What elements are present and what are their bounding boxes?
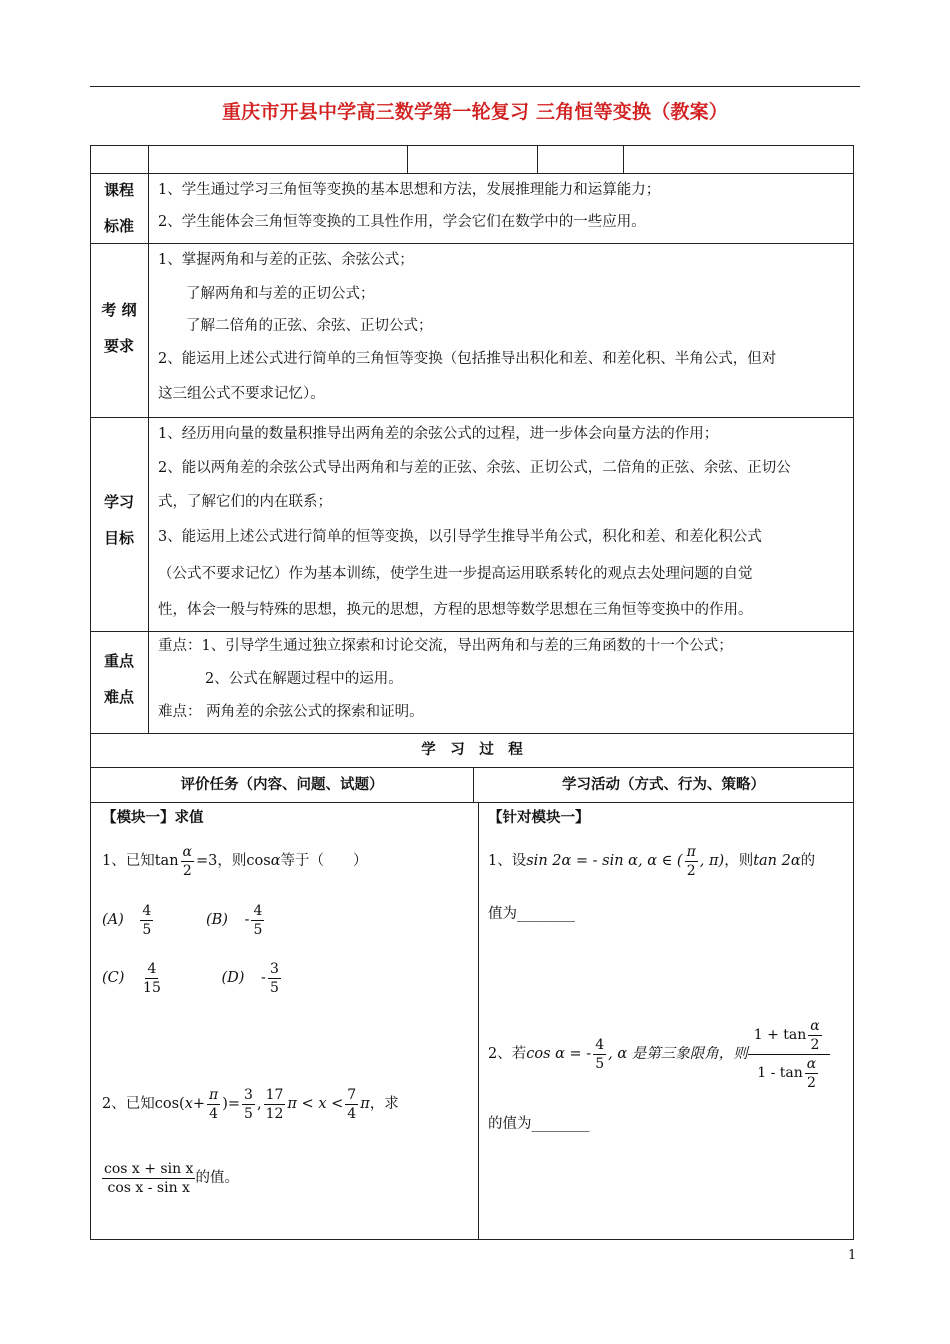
left-q1-tan: tan bbox=[154, 853, 179, 869]
right-q1-expr: sin 2α = - sin α, α ∈ ( bbox=[526, 853, 683, 869]
left-q2-4b: 4 bbox=[347, 1105, 357, 1122]
left-q2-three-fifths bbox=[242, 1086, 255, 1123]
option-d-den: 5 bbox=[269, 979, 279, 996]
left-q1-prefix: 1、已知 bbox=[102, 853, 155, 869]
right-q1 bbox=[488, 842, 815, 880]
option-a-den: 5 bbox=[142, 921, 152, 938]
option-b-num: 4 bbox=[253, 902, 263, 919]
option-b-minus: - bbox=[244, 912, 250, 928]
left-q1-options-cd bbox=[102, 958, 283, 998]
right-q1-prefix: 1、设 bbox=[488, 853, 527, 869]
xuexi-line-4: 3、能运用上述公式进行简单的恒等变换，以引导学生推导半角公式，积化和差、和差化积公式 bbox=[158, 529, 762, 545]
zhongdian-line-1: 重点：1、引导学生通过独立探索和讨论交流，导出两角和与差的三角函数的十一个公式； bbox=[158, 638, 733, 654]
xuexi-line-3: 式，了解它们的内在联系； bbox=[158, 494, 332, 510]
left-q2-cos: cos( bbox=[154, 1096, 185, 1112]
left-q2-plus: + bbox=[192, 1096, 206, 1112]
left-q1-then: ，则 bbox=[217, 853, 247, 869]
right-q2-answer: 的值为________ bbox=[488, 1116, 590, 1132]
left-q2-ratio bbox=[102, 1160, 195, 1197]
left-q1-cos: cos bbox=[246, 853, 271, 869]
right-q1-two: 2 bbox=[686, 862, 696, 879]
left-q2-comma: , bbox=[256, 1096, 262, 1112]
right-q2-den-half-alpha bbox=[805, 1055, 818, 1092]
label-kecheng: 课程 标准 bbox=[103, 181, 134, 235]
left-q2-ratio-den: cos x - sin x bbox=[107, 1179, 190, 1196]
left-q1-options-ab bbox=[102, 900, 266, 940]
left-q2-five: 5 bbox=[244, 1105, 253, 1122]
kecheng-line-1: 1、学生通过学习三角恒等变换的基本思想和方法，发展推理能力和运算能力； bbox=[158, 182, 661, 198]
option-a-label: (A) bbox=[102, 912, 124, 928]
right-q2-den-text: 1 - tan bbox=[757, 1065, 803, 1081]
left-q1-half-alpha bbox=[181, 843, 194, 880]
right-q1-pi: π bbox=[686, 843, 696, 860]
col-right-header: 学习活动（方式、行为、策略） bbox=[562, 777, 765, 793]
xuexi-line-5: （公式不要求记忆）作为基本训练，使学生进一步提高运用联系转化的观点去处理问题的自觉 bbox=[158, 566, 753, 582]
option-c-frac bbox=[141, 960, 163, 997]
right-q2-num-alpha: α bbox=[810, 1017, 820, 1034]
option-b-frac bbox=[251, 902, 264, 939]
xuexi-line-1: 1、经历用向量的数量积推导出两角差的余弦公式的过程，进一步体会向量方法的作用； bbox=[158, 426, 719, 442]
blank-row-cell-3 bbox=[407, 145, 538, 174]
right-q2 bbox=[488, 1014, 832, 1094]
xuexi-line-6: 性，体会一般与特殊的思想，换元的思想，方程的思想等数学思想在三角恒等变换中的作用。 bbox=[158, 602, 753, 618]
left-q2-close: )= bbox=[222, 1096, 241, 1112]
left-q2-pi: π bbox=[209, 1086, 219, 1103]
right-q2-mid: , α 是第三象限角，则 bbox=[608, 1046, 748, 1062]
zhongdian-line-2: 2、公式在解题过程中的运用。 bbox=[205, 671, 403, 687]
right-q2-num-text: 1 + tan bbox=[753, 1027, 807, 1043]
zhongdian-line-3: 难点： 两角差的余弦公式的探索和证明。 bbox=[158, 704, 424, 720]
right-q2-cos: cos α = - bbox=[526, 1046, 592, 1062]
left-q2-prefix: 2、已知 bbox=[102, 1096, 155, 1112]
page-title: 重庆市开县中学高三数学第一轮复习 三角恒等变换（教案） bbox=[221, 101, 729, 123]
left-q2-12: 12 bbox=[265, 1105, 284, 1122]
kaogang-line-4: 2、能运用上述公式进行简单的三角恒等变换（包括推导出积化和差、和差化积、半角公式，但对 bbox=[158, 351, 777, 367]
option-b-label: (B) bbox=[205, 912, 228, 928]
option-d-frac bbox=[268, 960, 281, 997]
left-q2-expression bbox=[102, 1154, 239, 1202]
option-b-den: 5 bbox=[253, 921, 263, 938]
left-q1-alpha2: α bbox=[270, 853, 281, 869]
left-q2-pi2: π bbox=[360, 1096, 370, 1112]
left-q2-ask: ，求 bbox=[369, 1096, 399, 1112]
blank-row-cell-2 bbox=[148, 145, 408, 174]
kaogang-line-2: 了解两角和与差的正切公式； bbox=[186, 286, 375, 302]
blank-row-cell-5 bbox=[623, 145, 854, 174]
left-q2-three: 3 bbox=[244, 1086, 253, 1103]
right-q1-pi-half bbox=[685, 843, 698, 880]
kecheng-line-2: 2、学生能体会三角恒等变换的工具性作用，学会它们在数学中的一些应用。 bbox=[158, 214, 646, 230]
right-q2-numerator bbox=[748, 1017, 830, 1055]
left-q2-7: 7 bbox=[347, 1086, 357, 1103]
right-q1-close: , π) bbox=[699, 853, 725, 869]
kaogang-line-3: 了解二倍角的正弦、余弦、正切公式； bbox=[186, 318, 433, 334]
left-q2-17-12 bbox=[264, 1086, 286, 1123]
option-d-minus: - bbox=[261, 970, 266, 986]
left-q2-four: 4 bbox=[209, 1105, 219, 1122]
kaogang-line-5: 这三组公式不要求记忆）。 bbox=[158, 386, 325, 402]
kaogang-line-1: 1、掌握两角和与差的正弦、余弦公式； bbox=[158, 252, 414, 268]
left-q1-alpha: α bbox=[182, 843, 193, 860]
right-q2-five: 5 bbox=[595, 1055, 605, 1072]
left-q2-end: 的值。 bbox=[195, 1170, 239, 1186]
left-q2-17: 17 bbox=[265, 1086, 284, 1103]
col-left-header: 评价任务（内容、问题、试题） bbox=[180, 777, 384, 793]
right-q2-big-frac bbox=[748, 1017, 830, 1092]
right-q1-tan: tan 2α bbox=[753, 853, 801, 869]
left-q1 bbox=[102, 842, 367, 880]
left-q2-x: x bbox=[184, 1096, 193, 1112]
left-q1-suffix: 等于（ ） bbox=[280, 853, 368, 869]
option-c-label: (C) bbox=[102, 970, 125, 986]
left-q1-eq: =3 bbox=[196, 853, 218, 869]
right-q2-num-half-alpha bbox=[808, 1017, 821, 1054]
right-q2-num-two: 2 bbox=[810, 1036, 820, 1053]
label-xuexi: 学习 目标 bbox=[103, 493, 134, 547]
header-rule bbox=[90, 86, 860, 87]
right-q2-den-alpha: α bbox=[806, 1055, 817, 1072]
right-q1-answer: 值为________ bbox=[488, 906, 575, 922]
page-number: 1 bbox=[848, 1248, 857, 1263]
process-heading: 学 习 过 程 bbox=[421, 742, 523, 758]
left-q2-lt2: < bbox=[326, 1096, 344, 1112]
blank-row-cell-4 bbox=[537, 145, 624, 174]
option-c-num: 4 bbox=[147, 960, 157, 977]
right-q2-four: 4 bbox=[595, 1036, 605, 1053]
blank-row-cell-1 bbox=[90, 145, 149, 174]
right-module-title: 【针对模块一】 bbox=[488, 810, 590, 826]
right-q2-four-fifths bbox=[593, 1036, 606, 1073]
left-module-title: 【模块一】求值 bbox=[102, 810, 204, 826]
left-q2-lt1: π < bbox=[287, 1096, 319, 1112]
option-a-num: 4 bbox=[142, 902, 152, 919]
option-d-label: (D) bbox=[221, 970, 245, 986]
left-q2 bbox=[102, 1084, 399, 1124]
label-zhongdian: 重点 难点 bbox=[103, 652, 134, 706]
left-q2-ratio-num: cos x + sin x bbox=[104, 1160, 194, 1177]
xuexi-line-2: 2、能以两角差的余弦公式导出两角和与差的正弦、余弦、正切公式，二倍角的正弦、余弦、正切公 bbox=[158, 460, 791, 476]
right-q2-denominator bbox=[751, 1055, 826, 1092]
right-q2-den-two: 2 bbox=[807, 1074, 816, 1091]
left-q1-two: 2 bbox=[182, 862, 192, 879]
right-q1-then: ，则 bbox=[724, 853, 754, 869]
right-q1-de: 的 bbox=[800, 853, 816, 869]
option-c-den: 15 bbox=[143, 979, 161, 996]
label-kaogang: 考 纲 要求 bbox=[101, 301, 137, 355]
right-q2-prefix: 2、若 bbox=[488, 1046, 527, 1062]
left-q2-x2: x bbox=[318, 1096, 327, 1112]
option-a-frac bbox=[140, 902, 153, 939]
option-d-num: 3 bbox=[269, 960, 279, 977]
left-q2-7-4 bbox=[345, 1086, 358, 1123]
left-q2-pi-over-4 bbox=[207, 1086, 220, 1123]
